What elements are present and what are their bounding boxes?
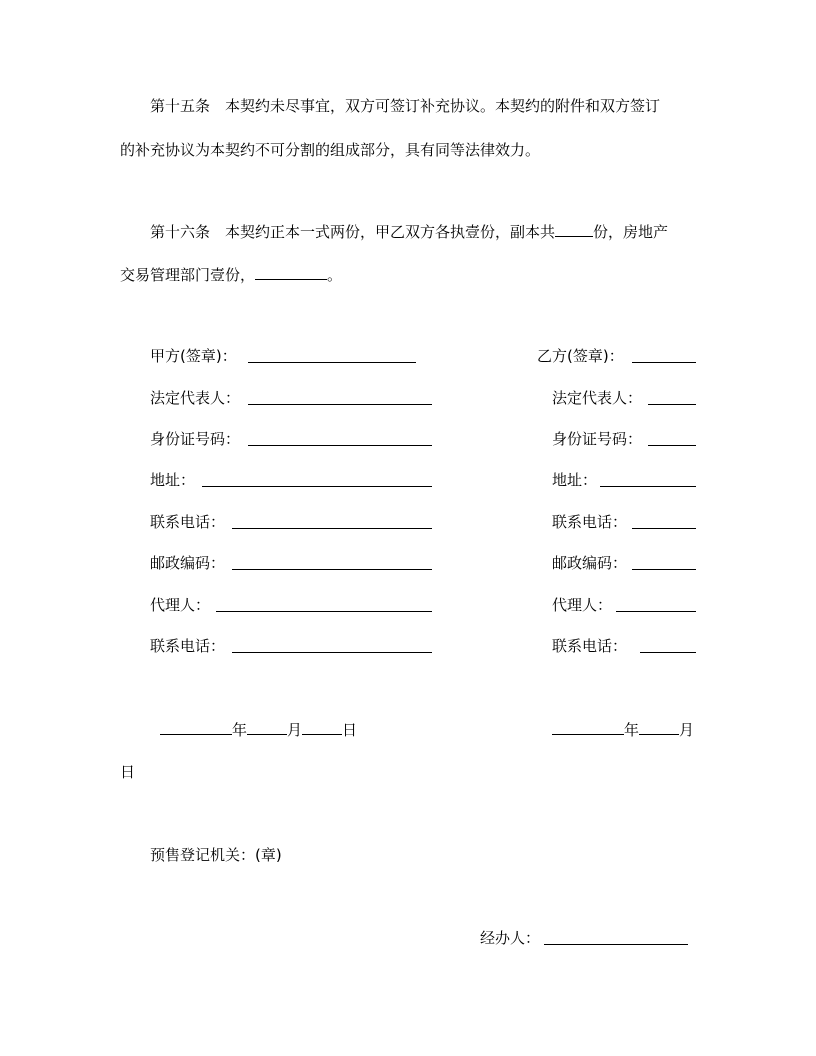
party-b-rep-field[interactable]	[648, 404, 696, 405]
article16-line2-text: 交易管理部门壹份，	[120, 266, 256, 284]
party-a-day-blank[interactable]	[302, 719, 342, 735]
article16-line1-suffix: 份，房地产	[593, 223, 669, 241]
party-b-date	[552, 719, 694, 740]
party-b-id-label: 身份证号码：	[552, 430, 643, 448]
party-b-agent-label: 代理人：	[552, 596, 613, 614]
party-a-id-field[interactable]	[248, 445, 432, 446]
handler-field[interactable]	[544, 944, 688, 945]
party-b-agent-field[interactable]	[616, 611, 696, 612]
party-a-month-blank[interactable]	[247, 719, 287, 735]
party-a-agent-phone-label: 联系电话：	[150, 637, 226, 655]
party-a-agent-phone-field[interactable]	[232, 652, 432, 653]
article16-line2-suffix: 。	[327, 266, 343, 284]
party-b-phone-label: 联系电话：	[552, 513, 628, 531]
party-a-date	[160, 719, 357, 740]
party-a-address-field[interactable]	[202, 486, 432, 487]
party-b-agent-phone-field[interactable]	[640, 652, 696, 653]
party-a-agent-label: 代理人：	[150, 596, 211, 614]
party-b-postcode-label: 邮政编码：	[552, 554, 628, 572]
party-b-postcode-field[interactable]	[632, 569, 696, 570]
party-b-agent-phone-label: 联系电话：	[552, 637, 628, 655]
party-a-year-label: 年	[232, 721, 248, 739]
party-a-address-label: 地址：	[150, 471, 196, 489]
party-b-signature-label: 乙方(签章)：	[537, 347, 624, 365]
party-a-agent-field[interactable]	[216, 611, 432, 612]
party-b-phone-field[interactable]	[632, 528, 696, 529]
article16-line1	[150, 221, 668, 242]
party-a-year-blank[interactable]	[160, 719, 232, 735]
party-b-year-blank[interactable]	[552, 719, 624, 735]
party-b-id-field[interactable]	[648, 445, 696, 446]
article16-line1-text: 第十六条 本契约正本一式两份，甲乙双方各执壹份，副本共	[150, 223, 556, 241]
article15-line2: 的补充协议为本契约不可分割的组成部分，具有同等法律效力。	[120, 141, 541, 159]
party-a-phone-field[interactable]	[232, 528, 432, 529]
party-a-rep-label: 法定代表人：	[150, 389, 241, 407]
registration-authority-label: 预售登记机关：(章)	[150, 846, 282, 864]
article15-line1: 第十五条 本契约未尽事宜，双方可签订补充协议。本契约的附件和双方签订	[150, 97, 661, 115]
party-a-signature-field[interactable]	[248, 362, 416, 363]
party-a-postcode-field[interactable]	[232, 569, 432, 570]
party-b-year-label: 年	[624, 721, 640, 739]
party-b-rep-label: 法定代表人：	[552, 389, 643, 407]
party-b-address-field[interactable]	[600, 486, 696, 487]
article16-line2	[120, 264, 342, 285]
party-b-month-blank[interactable]	[639, 719, 679, 735]
handler-label: 经办人：	[480, 929, 541, 947]
party-a-month-label: 月	[287, 721, 303, 739]
party-a-signature-label: 甲方(签章)：	[150, 347, 237, 365]
party-a-day-label: 日	[342, 721, 358, 739]
party-a-rep-field[interactable]	[248, 404, 432, 405]
party-b-address-label: 地址：	[552, 471, 598, 489]
party-a-postcode-label: 邮政编码：	[150, 554, 226, 572]
copies-blank[interactable]	[555, 221, 593, 237]
party-b-signature-field[interactable]	[632, 362, 696, 363]
party-b-month-label: 月	[679, 721, 695, 739]
party-b-day-label: 日	[120, 763, 136, 781]
party-a-phone-label: 联系电话：	[150, 513, 226, 531]
party-a-id-label: 身份证号码：	[150, 430, 241, 448]
other-party-blank[interactable]	[255, 264, 327, 280]
